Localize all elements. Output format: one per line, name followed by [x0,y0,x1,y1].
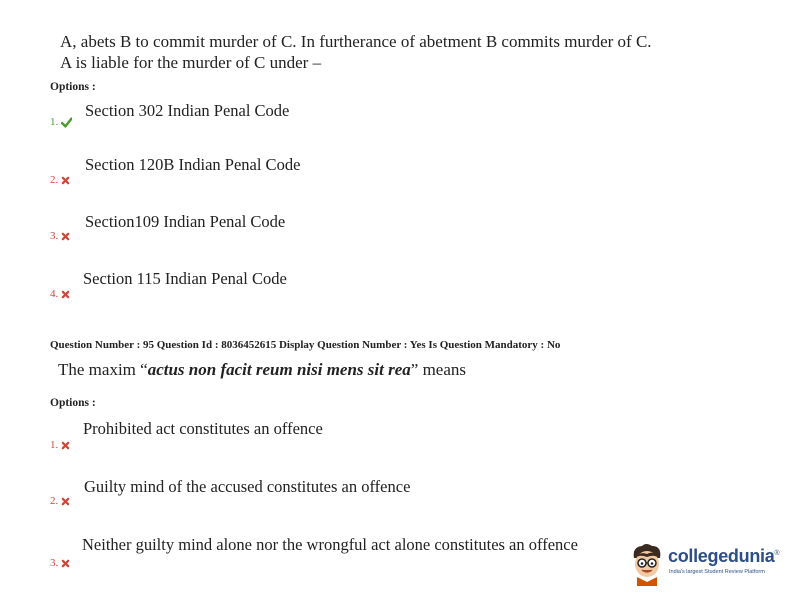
cross-icon [61,441,70,450]
q94-option-1-number: 1. [50,116,72,128]
check-icon [61,117,72,128]
mascot-icon [628,542,666,586]
cross-icon [61,559,70,568]
cross-icon [61,497,70,506]
cross-icon [61,176,70,185]
question-94-line-2: A is liable for the murder of C under – [60,53,322,72]
q94-option-3-text: Section109 Indian Penal Code [85,212,286,231]
question-95-text: The maxim “actus non facit reum nisi mens sit rea” means [58,360,467,379]
cross-icon [61,290,70,299]
q94-option-1-text: Section 302 Indian Penal Code [85,101,290,120]
logo-tagline: India's largest Student Review Platform [669,569,765,575]
question-95-meta: Question Number : 95 Question Id : 8036452615 Display Question Number : Yes Is Question Mandatory : No [50,339,561,351]
q95-option-3-number: 3. [50,557,70,569]
q95-option-2-text: Guilty mind of the accused constitutes an offence [84,477,411,496]
q95-option-3-text: Neither guilty mind alone nor the wrongful act alone constitutes an offence [82,535,578,554]
q95-option-1-text: Prohibited act constitutes an offence [83,419,323,438]
logo-wordmark: collegedunia® [668,546,780,566]
q95-option-2-number: 2. [50,495,70,507]
options-label: Options : [50,81,96,93]
cross-icon [61,232,70,241]
q94-option-3-number: 3. [50,230,70,242]
q94-option-4-number: 4. [50,288,70,300]
q94-option-4-text: Section 115 Indian Penal Code [83,269,287,288]
question-94-line-1: A, abets B to commit murder of C. In furtherance of abetment B commits murder of C. [60,32,652,51]
q95-option-1-number: 1. [50,439,70,451]
collegedunia-logo [628,540,778,588]
options-label-95: Options : [50,397,96,409]
q94-option-2-text: Section 120B Indian Penal Code [85,155,301,174]
q94-option-2-number: 2. [50,174,70,186]
